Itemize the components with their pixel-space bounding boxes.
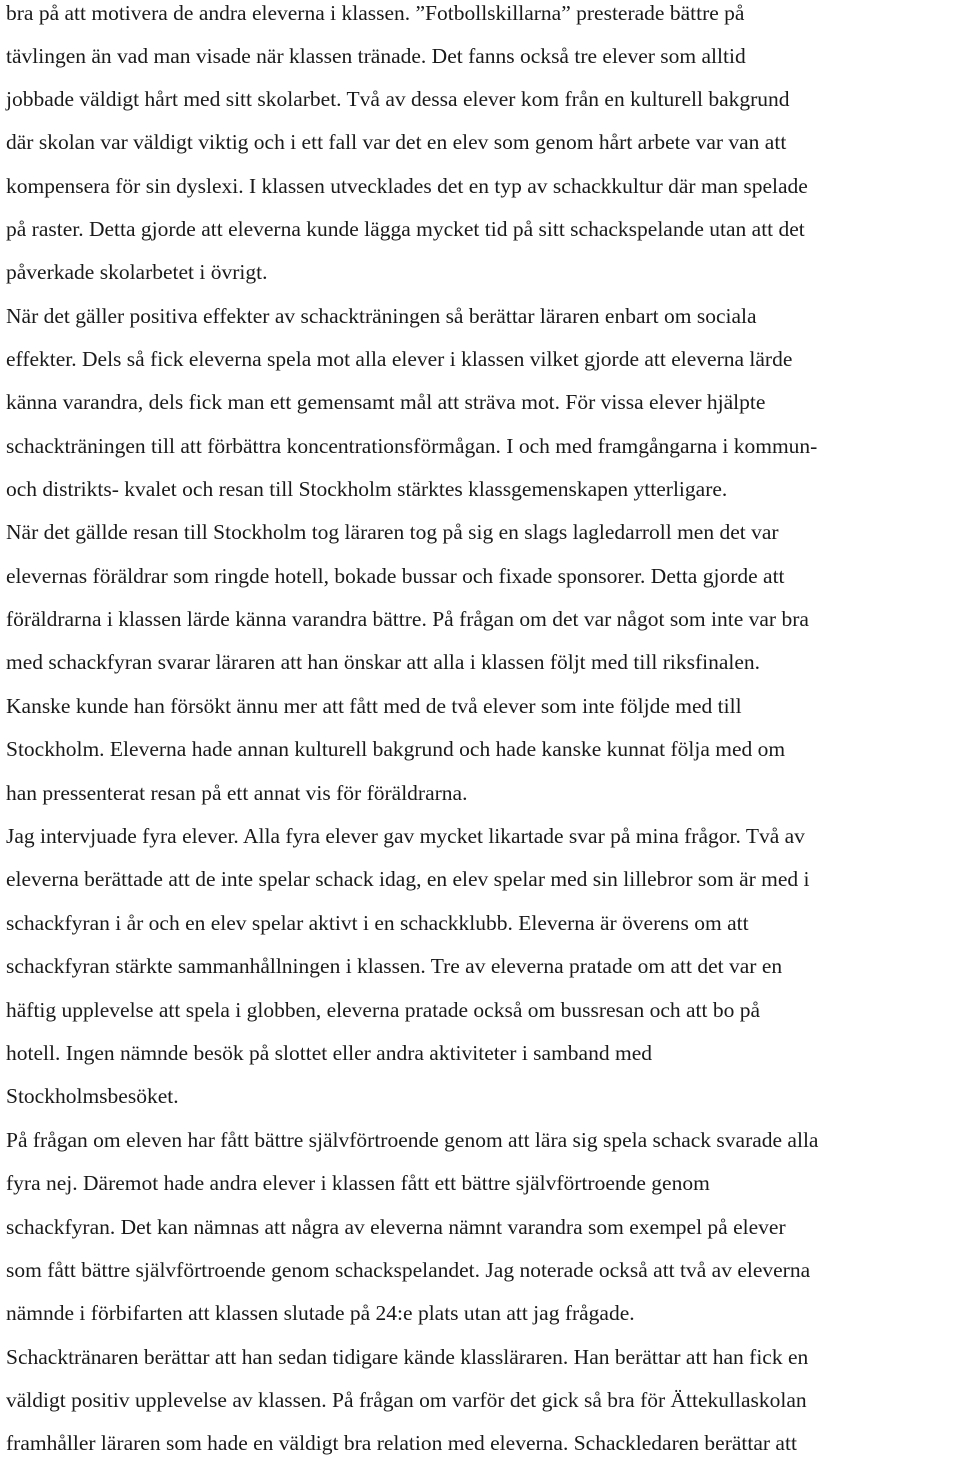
text-line: föräldrarna i klassen lärde känna varandra bättre. På frågan om det var något som inte var bra — [6, 607, 809, 631]
text-line: nämnde i förbifarten att klassen slutade på 24:e plats utan att jag frågade. — [6, 1301, 635, 1325]
text-line: väldigt positiv upplevelse av klassen. På frågan om varför det gick så bra för Ättekullaskolan — [6, 1388, 807, 1412]
text-line: kompensera för sin dyslexi. I klassen utvecklades det en typ av schackkultur där man spelade — [6, 174, 808, 198]
text-line: På frågan om eleven har fått bättre självförtroende genom att lära sig spela schack svarade alla — [6, 1128, 819, 1152]
text-line: schackfyran stärkte sammanhållningen i klassen. Tre av eleverna pratade om att det var en — [6, 954, 783, 978]
text-line: och distrikts- kvalet och resan till Stockholm stärktes klassgemenskapen ytterligare. — [6, 477, 728, 501]
text-line: med schackfyran svarar läraren att han önskar att alla i klassen följt med till riksfinalen. — [6, 650, 761, 674]
text-line: häftig upplevelse att spela i globben, eleverna pratade också om bussresan och att bo på — [6, 998, 761, 1022]
text-line: på raster. Detta gjorde att eleverna kunde lägga mycket tid på sitt schackspelande utan att det — [6, 217, 805, 241]
text-line: När det gällde resan till Stockholm tog läraren tog på sig en slags lagledarroll men det var — [6, 520, 779, 544]
text-line: elevernas föräldrar som ringde hotell, bokade bussar och fixade sponsorer. Detta gjorde att — [6, 564, 785, 588]
text-line: schackfyran i år och en elev spelar aktivt i en schackklubb. Eleverna är överens om att — [6, 911, 749, 935]
text-line: han pressenterat resan på ett annat vis för föräldrarna. — [6, 781, 468, 805]
text-line: påverkade skolarbetet i övrigt. — [6, 260, 268, 284]
text-line: jobbade väldigt hårt med sitt skolarbet. Två av dessa elever kom från en kulturell bakgrund — [6, 87, 790, 111]
text-line: fyra nej. Däremot hade andra elever i klassen fått ett bättre självförtroende genom — [6, 1171, 710, 1195]
text-line: Stockholmsbesöket. — [6, 1084, 179, 1108]
text-line: där skolan var väldigt viktig och i ett fall var det en elev som genom hårt arbete var van att — [6, 130, 787, 154]
text-line: Stockholm. Eleverna hade annan kulturell bakgrund och hade kanske kunnat följa med om — [6, 737, 786, 761]
text-line: eleverna berättade att de inte spelar schack idag, en elev spelar med sin lillebror som är med i — [6, 867, 810, 891]
text-line: Schacktränaren berättar att han sedan tidigare kände klassläraren. Han berättar att han fick en — [6, 1345, 809, 1369]
text-line: tävlingen än vad man visade när klassen tränade. Det fanns också tre elever som alltid — [6, 44, 746, 68]
text-line: När det gäller positiva effekter av schackträningen så berättar läraren enbart om sociala — [6, 304, 757, 328]
text-line: som fått bättre självförtroende genom schackspelandet. Jag noterade också att två av eleverna — [6, 1258, 811, 1282]
text-line: hotell. Ingen nämnde besök på slottet eller andra aktiviteter i samband med — [6, 1041, 652, 1065]
text-line: effekter. Dels så fick eleverna spela mot alla elever i klassen vilket gjorde att eleverna lärde — [6, 347, 793, 371]
text-line: schackträningen till att förbättra koncentrationsförmågan. I och med framgångarna i kommun- — [6, 434, 818, 458]
text-line: Kanske kunde han försökt ännu mer att fått med de två elever som inte följde med till — [6, 694, 742, 718]
text-line: Jag intervjuade fyra elever. Alla fyra elever gav mycket likartade svar på mina frågor. Två av — [6, 824, 805, 848]
text-line: framhåller läraren som hade en väldigt bra relation med eleverna. Schackledaren berättar att — [6, 1431, 797, 1455]
text-line: schackfyran. Det kan nämnas att några av eleverna nämnt varandra som exempel på elever — [6, 1215, 786, 1239]
text-line: känna varandra, dels fick man ett gemensamt mål att sträva mot. För vissa elever hjälpte — [6, 390, 766, 414]
text-line: bra på att motivera de andra eleverna i klassen. ”Fotbollskillarna” presterade bättre på — [6, 1, 745, 25]
